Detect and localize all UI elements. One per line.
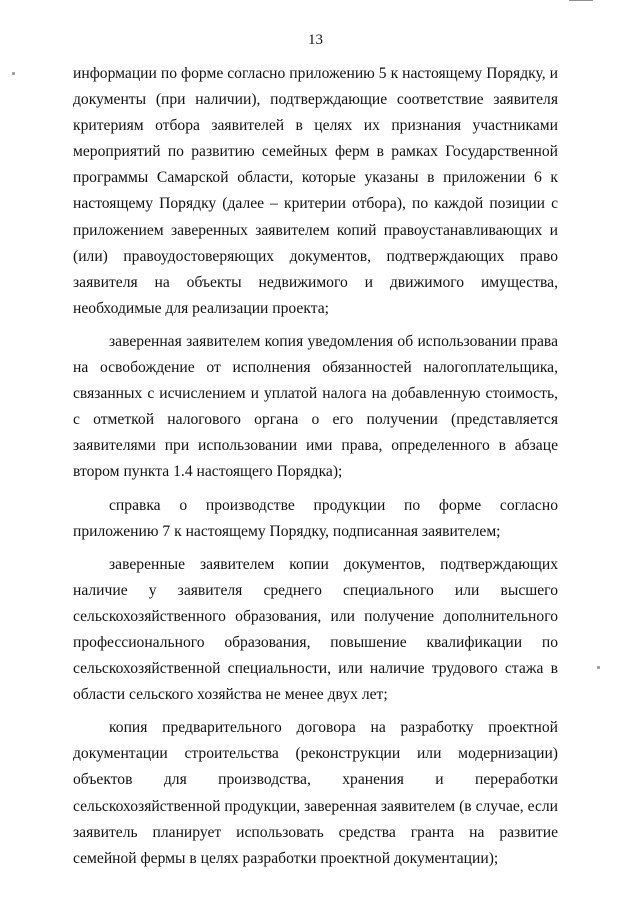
document-body — [73, 61, 558, 879]
paragraph-preliminary-contract: копия предварительного договора на разработку проектной документации строительства (реконструкции или модернизации) объектов для производства, хранения и переработки сельскохозяйственной продукции, заверенная заявителем (в случае, если заявитель планирует использовать средства гранта на развитие семейной фермы в целях разработки проектной документации); — [73, 719, 558, 867]
paragraph-production-certificate: справка о производстве продукции по форме согласно приложению 7 к настоящему Порядку, подписанная заявителем; — [73, 496, 558, 540]
paragraph-tax-exemption-notice: заверенная заявителем копия уведомления об использовании права на освобождение от исполнения обязанностей налогоплательщика, связанных с исчислением и уплатой налога на добавленную стоимость, с отметкой налогового органа о его получении (представляется заявителями при использовании ими права, определенного в абзаце втором пункта 1.4 настоящего Порядка); — [73, 332, 558, 481]
scan-artifact — [569, 0, 593, 1]
scan-artifact — [597, 666, 600, 669]
page-number: 13 — [308, 32, 323, 48]
scan-artifact — [12, 72, 15, 75]
paragraph-applicant-info: информации по форме согласно приложению 5 к настоящему Порядку, и документы (при наличии), подтверждающие соответствие заявителя критериям отбора заявителей в целях их признания участниками мероприятий по развитию семейных ферм в рамках Государственной программы Самарской области, которые указаны в приложении 6 к настоящему Порядку (далее – критерии отбора), по каждой позиции с приложением заверенных заявителем копий правоустанавливающих и (или) правоудостоверяющих документов, подтверждающих право заявителя на объекты недвижимого и движимого имущества, необходимые для реализации проекта; — [73, 65, 558, 317]
paragraph-education-documents: заверенные заявителем копии документов, подтверждающих наличие у заявителя среднего специального или высшего сельскохозяйственного образования, или получение дополнительного профессионального образования, повышение квалификации по сельскохозяйственной специальности, или наличие трудового стажа в области сельского хозяйства не менее двух лет; — [73, 555, 558, 704]
